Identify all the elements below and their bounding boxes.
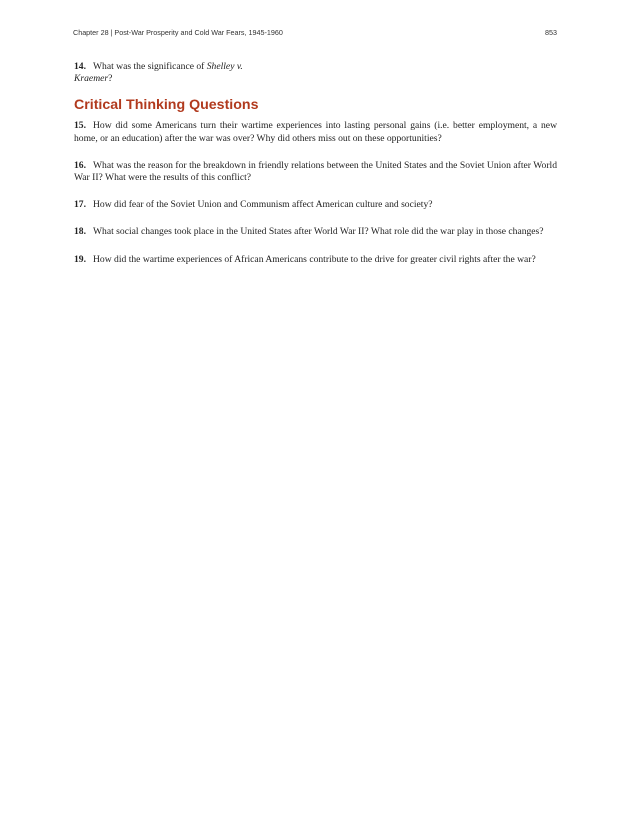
page-content <box>74 61 557 266</box>
question-text: What was the significance of <box>93 61 207 72</box>
question-16 <box>74 160 557 184</box>
case-name-part1: Shelley v. <box>206 61 243 72</box>
question-text: What was the reason for the breakdown in friendly relations between the United States and the Soviet Union after World War II? What were the results of this conflict? <box>74 159 557 184</box>
question-text: How did some Americans turn their wartime experiences into lasting personal gains (i.e. better employment, a new home, or an education) after the war was over? Why did others miss out on these opportunities? <box>74 120 557 144</box>
section-title: Critical Thinking Questions <box>74 97 259 114</box>
page-number: 853 <box>545 27 557 37</box>
chapter-title: Chapter 28 | Post-War Prosperity and Cold War Fears, 1945-1960 <box>73 27 283 37</box>
case-name-part2: Kraemer <box>74 73 109 85</box>
question-number: 14. <box>74 61 86 72</box>
question-number: 16. <box>74 159 86 171</box>
question-17 <box>74 199 557 211</box>
question-mark: ? <box>108 73 113 85</box>
question-number: 17. <box>74 199 86 211</box>
question-text: How did fear of the Soviet Union and Communism affect American culture and society? <box>93 199 433 211</box>
page-header <box>73 26 557 38</box>
question-14 <box>74 61 279 85</box>
question-text: How did the wartime experiences of African Americans contribute to the drive for greater civil rights after the war? <box>93 253 536 265</box>
question-number: 18. <box>74 226 86 238</box>
question-19 <box>74 254 557 266</box>
question-number: 15. <box>74 120 86 132</box>
question-text: What social changes took place in the United States after World War II? What role did the war play in those changes? <box>93 226 544 238</box>
question-number: 19. <box>74 253 86 265</box>
question-18 <box>74 226 557 238</box>
question-15 <box>74 120 557 144</box>
